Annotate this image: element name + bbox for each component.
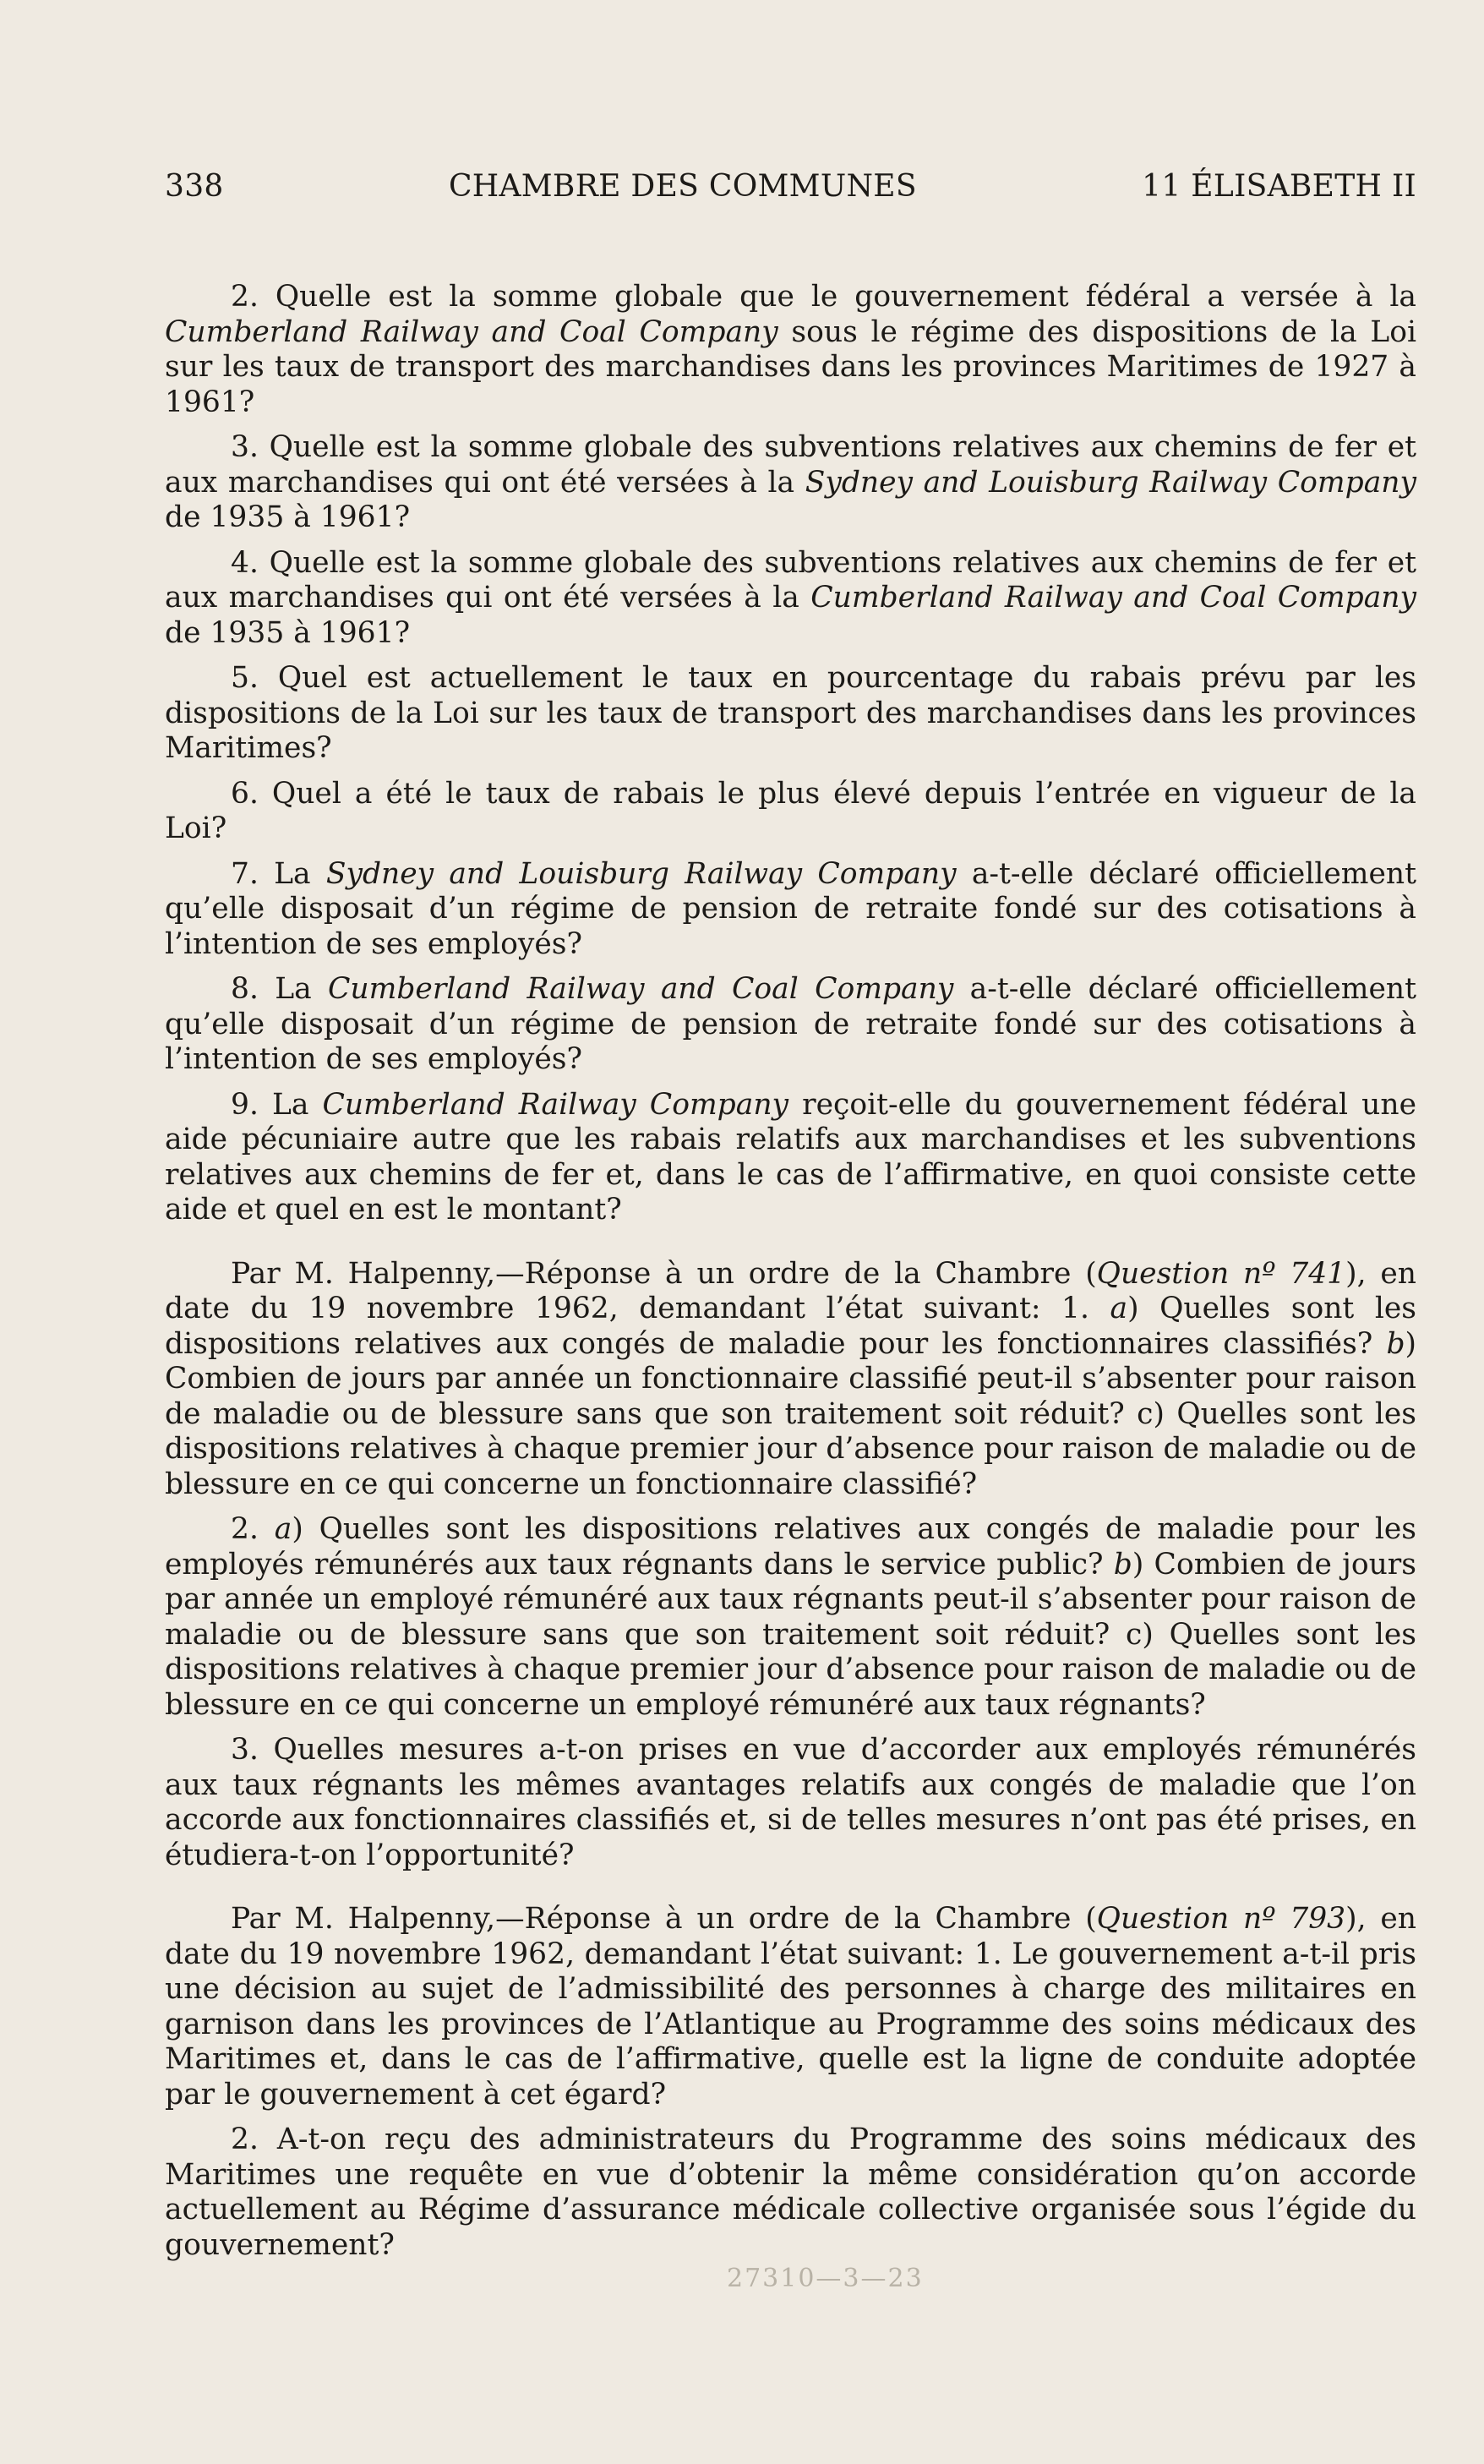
text-run: de 1935 à 1961? [165, 615, 411, 650]
text-run: 4. Quelle est la somme globale des subventions relatives aux chemins de fer et aux marchandises qui ont été versées à la [165, 545, 1416, 615]
text-run: ) Quelles sont les dispositions relatives aux congés de maladie pour les employés rémunérés aux taux régnants dans le service public? [165, 1512, 1416, 1582]
italic-run: a [274, 1512, 292, 1546]
text-run: de 1935 à 1961? [165, 500, 411, 534]
italic-run: a [1110, 1292, 1128, 1325]
paragraph [165, 972, 1416, 1078]
italic-run: Sydney and Louisburg Railway Company [805, 465, 1416, 500]
text-run: ) Quelles sont les dispositions relatives aux congés de maladie pour les fonctionnaires classifiés? [165, 1292, 1416, 1361]
text-run: 5. Quel est actuellement le taux en pourcentage du rabais prévu par les dispositions de la Loi sur les taux de transport des marchandises dans les provinces Maritimes? [165, 661, 1416, 765]
italic-run: Cumberland Railway and Coal Company [328, 972, 954, 1006]
page-number: 338 [165, 169, 224, 204]
paragraph [165, 857, 1416, 963]
italic-run: Question nº 793 [1096, 1902, 1346, 1936]
text-run: a-t-elle déclaré officiellement qu’elle disposait d’un régime de pension de retraite fondé sur des cotisations à l’intention de ses employés? [165, 856, 1416, 961]
paragraph [165, 2123, 1416, 2263]
text-run: 2. [231, 1512, 275, 1546]
paragraph [165, 546, 1416, 652]
italic-run: Cumberland Railway Company [322, 1087, 789, 1122]
text-run: sous le régime des dispositions de la Loi sur les taux de transport des marchandises dans les provinces Maritimes de 1927 à 1961? [165, 314, 1417, 419]
paragraph [165, 1902, 1416, 2112]
text-run: 2. A-t-on reçu des administrateurs du Programme des soins médicaux des Maritimes une requête en vue d’obtenir la même considération qu’on accorde actuellement au Régime d’assurance médicale collective organisée sous l’égide du gouvernement? [165, 2123, 1416, 2262]
paragraph [165, 1257, 1416, 1503]
text-run: 8. La [231, 972, 328, 1006]
page-header [165, 169, 1416, 204]
italic-run: Cumberland Railway and Coal Company [810, 581, 1417, 615]
text-run: Par M. Halpenny,—Réponse à un ordre de la Chambre ( [231, 1256, 1097, 1291]
session-label: 11 ÉLISABETH II [1142, 169, 1416, 204]
italic-run: Question nº 741 [1096, 1256, 1346, 1291]
text-run: ), en date du 19 novembre 1962, demandant l’état suivant: 1. Le gouvernement a-t-il pris une décision au sujet de l’admissibilité des personnes à charge des militaires en garnison dans les provinces de l’Atlantique au Programme des soins médicaux des Maritimes et, dans le cas de l’affirmative, quelle est la ligne de conduite adoptée par le gouvernement à cet égard? [165, 1902, 1416, 2112]
paragraph [165, 1088, 1416, 1228]
paragraph-gap [165, 1238, 1416, 1257]
paragraph [165, 1733, 1416, 1873]
paragraph-gap [165, 1883, 1416, 1902]
body-text [165, 280, 1416, 2263]
text-run: ) Combien de jours par année un fonctionnaire classifié peut-il s’absenter pour raison de maladie ou de blessure sans que son traitement soit réduit? c) Quelles sont les dispositions relatives à chaque premier jour d’absence pour raison de maladie ou de blessure en ce qui concerne un fonctionnaire classifié? [165, 1326, 1416, 1501]
paragraph [165, 1512, 1416, 1723]
text-run: 7. La [231, 856, 326, 891]
paragraph [165, 777, 1416, 847]
text-run: 3. Quelles mesures a-t-on prises en vue d’accorder aux employés rémunérés aux taux régnants les mêmes avantages relatifs aux congés de maladie que l’on accorde aux fonctionnaires classifiés et, si de telles mesures n’ont pas été prises, en étudiera-t-on l’opportunité? [165, 1733, 1416, 1872]
text-run: ) Combien de jours par année un employé rémunéré aux taux régnants peut-il s’absenter pour raison de maladie ou de blessure sans que son traitement soit réduit? c) Quelles sont les dispositions relatives à chaque premier jour d’absence pour raison de maladie ou de blessure en ce qui concerne un employé rémunéré aux taux régnants? [165, 1547, 1417, 1722]
italic-run: Cumberland Railway and Coal Company [165, 314, 778, 349]
text-run: 6. Quel a été le taux de rabais le plus élevé depuis l’entrée en vigueur de la Loi? [165, 776, 1416, 845]
text-run: reçoit-elle du gouvernement fédéral une aide pécuniaire autre que les rabais relatifs aux marchandises et les subventions relatives aux chemins de fer et, dans le cas de l’affirmative, en quoi consiste cette aide et quel en est le montant? [165, 1087, 1416, 1227]
text-run: 9. La [231, 1087, 323, 1122]
print-stamp: 27310—3—23 [727, 2264, 924, 2293]
paragraph [165, 661, 1416, 767]
text-run: Par M. Halpenny,—Réponse à un ordre de la Chambre ( [231, 1902, 1097, 1936]
text-run: a-t-elle déclaré officiellement qu’elle disposait d’un régime de pension de retraite fondé sur des cotisations à l’intention de ses employés? [165, 972, 1416, 1076]
paragraph [165, 430, 1416, 536]
running-title: CHAMBRE DES COMMUNES [448, 169, 917, 204]
paragraph [165, 280, 1416, 420]
text-run: ), en date du 19 novembre 1962, demandant l’état suivant: 1. [165, 1256, 1416, 1325]
italic-run: b [1386, 1326, 1405, 1361]
text-run: 2. Quelle est la somme globale que le gouvernement fédéral a versée à la [231, 280, 1416, 314]
text-run: 3. Quelle est la somme globale des subventions relatives aux chemins de fer et aux marchandises qui ont été versées à la [165, 430, 1416, 500]
italic-run: Sydney and Louisburg Railway Company [325, 856, 957, 891]
italic-run: b [1113, 1547, 1132, 1582]
